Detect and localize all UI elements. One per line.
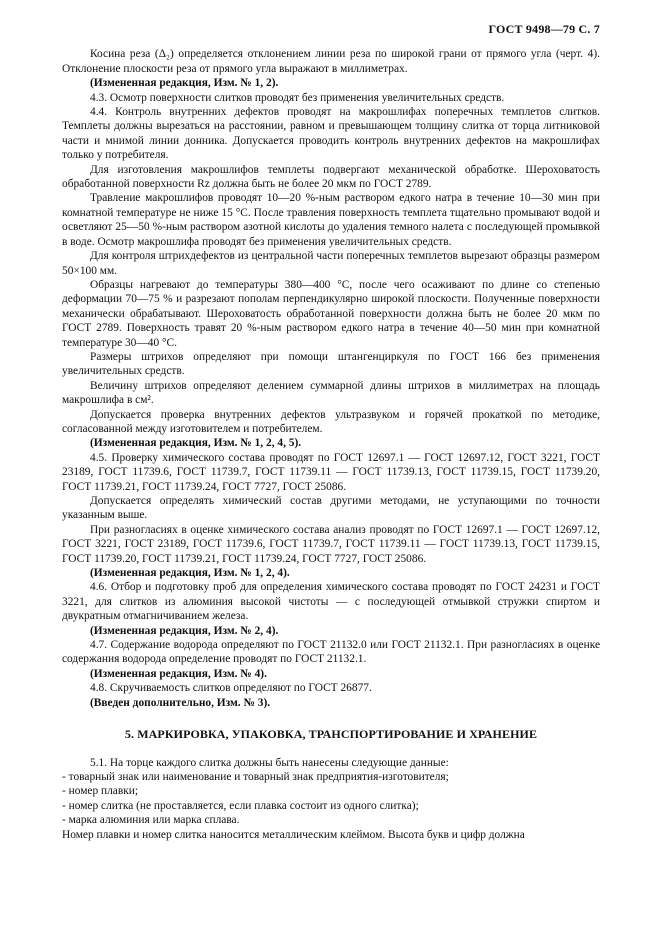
paragraph-bevel: Косина реза (Δ₂) определяется отклонением линии реза по широкой грани от прямого угла (черт. 4). Отклонение плоскости реза от прямого угла выражают в миллиметрах. <box>62 48 600 75</box>
edition-note: (Измененная редакция, Изм. № 4). <box>90 667 267 680</box>
paragraph-heating: Образцы нагревают до температуры 380—400 °С, после чего осаживают по длине со степенью деформации 70—75 % и разрезают пополам перпендикулярно широкой плоскости. Полученные поверхности механически обрабатывают. Шероховатость обработанной поверхности должна быть не более 20 мкм по ГОСТ 2789. Поверхность травят 20 %-ным раствором едкого натра в течение 40—50 мин при комнатной температуре 30—40 °С. <box>62 278 600 349</box>
paragraph-4-6: 4.6. Отбор и подготовку проб для определения химического состава проводят по ГОСТ 24231 и ГОСТ 3221, для слитков из алюминия высокой чистоты — с последующей отмывкой стружки спиртом и двукратным отмагничиванием железа. <box>62 581 600 623</box>
edition-note: (Измененная редакция, Изм. № 1, 2, 4, 5). <box>90 437 302 450</box>
paragraph-4-3: 4.3. Осмотр поверхности слитков проводят без применения увеличительных средств. <box>90 91 505 104</box>
paragraph-marking: Номер плавки и номер слитка наносится металлическим клеймом. Высота букв и цифр должна <box>62 828 525 841</box>
paragraph-4-7: 4.7. Содержание водорода определяют по ГОСТ 21132.0 или ГОСТ 21132.1. При разногласиях в оценке содержания водорода определение проводят по ГОСТ 21132.1. <box>62 639 600 666</box>
paragraph-4-8: 4.8. Скручиваемость слитков определяют по ГОСТ 26877. <box>90 682 372 695</box>
paragraph-ultrasound: Допускается проверка внутренних дефектов ультразвуком и горячей прокаткой по методике, согласованной между изготовителем и потребителем. <box>62 408 600 435</box>
paragraph-other-methods: Допускается определять химический состав другими методами, не уступающими по точности указанным выше. <box>62 495 600 522</box>
paragraph-disagreement: При разногласиях в оценке химического состава анализ проводят по ГОСТ 12697.1 — ГОСТ 12697.12, ГОСТ 3221, ГОСТ 23189, ГОСТ 11739.6, ГОСТ 11739.7, ГОСТ 11739.11 — ГОСТ 11739.13, ГОСТ 11739.15, ГОСТ 11739.20, ГОСТ 11739.21, ГОСТ 11739.24, ГОСТ 7727, ГОСТ 25086. <box>62 523 600 565</box>
document-page <box>62 22 600 842</box>
list-item: - товарный знак или наименование и товарный знак предприятия-изготовителя; <box>62 770 449 783</box>
paragraph-4-4: 4.4. Контроль внутренних дефектов проводят на макрошлифах поперечных темплетов слитков. Темплеты должны вырезаться на расстоянии, равном и превышающем толщину слитка от торца литниковой части и мнимой линии донника. Допускается проводить контроль внутренних дефектов на макрошлифах только у потребителя. <box>62 106 600 162</box>
edition-note: (Измененная редакция, Изм. № 1, 2). <box>90 77 279 90</box>
paragraph-samples: Для контроля штрихдефектов из центральной части поперечных темплетов вырезают образцы размером 50×100 мм. <box>62 250 600 277</box>
list-item: - номер слитка (не проставляется, если плавка состоит из одного слитка); <box>62 799 419 812</box>
list-item: - марка алюминия или марка сплава. <box>62 814 240 827</box>
list-item: - номер плавки; <box>62 785 139 798</box>
edition-note: (Измененная редакция, Изм. № 1, 2, 4). <box>90 567 290 580</box>
section-heading: 5. МАРКИРОВКА, УПАКОВКА, ТРАНСПОРТИРОВАНИЕ И ХРАНЕНИЕ <box>124 727 538 742</box>
edition-note: (Измененная редакция, Изм. № 2, 4). <box>90 624 279 637</box>
paragraph-stroke-size: Размеры штрихов определяют при помощи штангенциркуля по ГОСТ 166 без применения увеличительных средств. <box>62 350 600 378</box>
paragraph-etching: Травление макрошлифов проводят 10—20 %-ным раствором едкого натра в течение 10—30 мин при комнатной температуре не ниже 15 °С. После травления поверхность темплета тщательно промывают водой и осветляют 25—50 %-ным раствором азотной кислоты до удаления темного налета с последующей промывкой в воде. Осмотр макрошлифа проводят без применения увеличительных средств. <box>62 192 600 248</box>
page-header: ГОСТ 9498—79 С. 7 <box>488 22 600 36</box>
paragraph-5-1: 5.1. На торце каждого слитка должны быть нанесены следующие данные: <box>90 756 449 769</box>
edition-note: (Введен дополнительно, Изм. № 3). <box>90 696 271 709</box>
paragraph-stroke-value: Величину штрихов определяют делением суммарной длины штрихов в миллиметрах на площадь макрошлифа в см². <box>62 379 600 407</box>
paragraph-4-5: 4.5. Проверку химического состава проводят по ГОСТ 12697.1 — ГОСТ 12697.12, ГОСТ 3221, ГОСТ 23189, ГОСТ 11739.6, ГОСТ 11739.7, ГОСТ 11739.11 — ГОСТ 11739.13, ГОСТ 11739.15, ГОСТ 11739.20, ГОСТ 11739.21, ГОСТ 11739.24, ГОСТ 7727, ГОСТ 25086. <box>62 451 600 493</box>
paragraph-macro-prep: Для изготовления макрошлифов темплеты подвергают механической обработке. Шероховатость обработанной поверхности Rz должна быть не более 20 мкм по ГОСТ 2789. <box>62 163 600 191</box>
